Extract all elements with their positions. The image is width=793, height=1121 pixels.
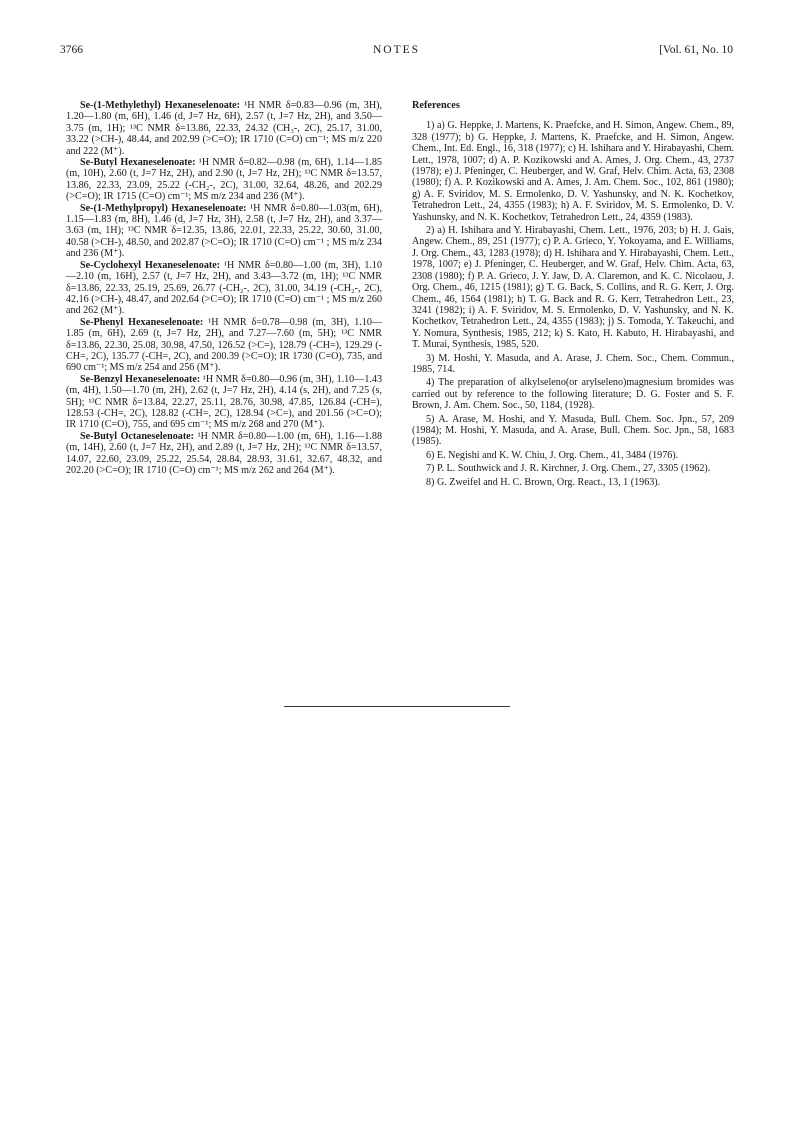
compound-entry [66, 260, 382, 317]
reference-item [412, 225, 734, 350]
reference-number: 7) [426, 463, 435, 475]
compound-spectral-data: ¹H NMR δ=0.80—1.00 (m, 3H), 1.10—2.10 (m, 16H), 2.57 (t, J=7 Hz, 2H), and 3.43—3.72 (m, 1H); ¹³C NMR δ=13.86, 22.33, 25.19, 25.69, 26.77 (-CH₂-, 2C), 31.00, 34.19 (-CH₂-, 2C), 42.16 (>CH-), 48.47, and 202.64 (>C=O); IR 1710 (C=O) cm⁻¹ ; MS m/z 260 and 262 (M⁺). [66, 259, 383, 317]
reference-number: 3) [426, 352, 435, 364]
compound-spectral-data: ¹H NMR δ=0.80—1.03(m, 6H), 1.15—1.83 (m, 8H), 1.46 (d, J=7 Hz, 3H), 2.58 (t, J=7 Hz, 2H), and 3.37—3.63 (m, 1H); ¹³C NMR δ=12.35, 13.86, 22.01, 22.33, 25.22, 30.60, 31.00, 40.58 (>CH-), 48.50, and 202.87 (>C=O); IR 1710 (C=O) cm⁻¹ ; MS m/z 234 and 236 (M⁺). [66, 202, 382, 260]
reference-text: a) H. Ishihara and Y. Hirabayashi, Chem. Lett., 1976, 203; b) H. J. Gais, Angew. Chem., 89, 251 (1977); c) P. A. Grieco, Y. Yokoyama, and E. Williams, J. Org. Chem., 43, 1283 (1978); d) H. Ishihara and Y. Hirabayashi, Chem. Lett., 1978, 1007; e) J. Pfeninger, C. Heuberger, and W. Graf, Helv. Chim. Acta, 63, 2308 (1980); f) P. A. Grieco, J. Y. Jaw, D. A. Claremon, and K. C. Nicolaou, J. Org. Chem., 46, 1215 (1981); g) T. G. Back, S. Collins, and R. G. Kerr, J. Org. Chem., 46, 1564 (1981); h) T. G. Back and R. G. Kerr, Tetrahedron Lett., 23, 3241 (1982); i) A. F. Sviridov, M. S. Ermolenko, D. V. Yashunsky, and N. K. Kochetkov, Tetrahedron Lett., 24, 4355 (1983); j) S. Tomoda, Y. Takeuchi, and Y. Nomura, Synthesis, 1985, 212; k) S. Kato, H. Kabuto, H. Hirabayashi, and T. Murai, Synthesis, 1985, 520. [412, 225, 734, 351]
compound-name: Se-(1-Methylethyl) Hexaneselenoate: [80, 100, 241, 111]
compound-spectral-data: ¹H NMR δ=0.78—0.98 (m, 3H), 1.10—1.85 (m, 6H), 2.69 (t, J=7 Hz, 2H), and 7.27—7.60 (m, 5H); ¹³C NMR δ=13.86, 22.30, 25.08, 30.98, 47.50, 126.52 (>C=), 128.79 (-CH=), 129.29 (-CH=, 2C), 135.77 (-CH=, 2C), and 200.39 (>C=O); IR 1730 (C=O), 735, and 690 cm⁻¹; MS m/z 254 and 256 (M⁺). [66, 316, 383, 374]
compound-spectral-data: ¹H NMR δ=0.80—1.00 (m, 6H), 1.16—1.88 (m, 14H), 2.60 (t, J=7 Hz, 2H), and 2.89 (t, J=7 Hz, 2H); ¹³C NMR δ=13.57, 14.07, 22.60, 23.09, 25.22, 25.54, 28.84, 28.93, 31.61, 32.67, 48.32, and 202.20 (>C=O); IR 1710 (C=O) cm⁻¹; MS m/z 262 and 264 (M⁺). [66, 430, 382, 476]
running-title: NOTES [372, 44, 421, 56]
reference-item [412, 450, 734, 461]
reference-item [412, 477, 734, 488]
compound-data-column [66, 100, 382, 476]
reference-text: a) G. Heppke, J. Martens, K. Praefcke, and H. Simon, Angew. Chem., 89, 328 (1977); b) G. Heppke, J. Martens, K. Praefcke, and H. Simon, Angew. Chem., Int. Ed. Engl., 16, 318 (1977); c) H. Ishihara and Y. Hirabayashi, Chem. Lett., 1978, 1007; d) A. P. Kozikowski and A. Ames, J. Org. Chem., 43, 2737 (1978); e) J. Pfeninger, C. Heuberger, and W. Graf, Helv. Chim. Acta, 63, 2308 (1980); f) A. P. Kozikowski and A. Ames, J. Am. Chem. Soc., 102, 861 (1980); g) A. F. Sviridov, M. S. Ermolenko, D. V. Yashunsky, and N. K. Kochetkov, Tetrahedron Lett., 24, 4355 (1983); h) A. F. Sviridov, M. S. Ermolenko, D. V. Yashunsky, and N. K. Kochetkov, Tetrahedron Lett., 24, 4359 (1983). [412, 120, 735, 223]
reference-text: P. L. Southwick and J. R. Kirchner, J. Org. Chem., 27, 3305 (1962). [436, 463, 711, 475]
compound-entry [66, 317, 382, 374]
reference-number: 5) [426, 413, 435, 425]
reference-number: 4) [426, 377, 435, 389]
compound-entry [66, 157, 382, 203]
reference-number: 8) [426, 476, 435, 488]
reference-text: The preparation of alkylseleno(or arylseleno)magnesium bromides was carried out by reference to the following literature; D. G. Foster and S. F. Brown, J. Am. Chem. Soc., 50, 1184, (1928). [412, 377, 734, 412]
references-heading: References [412, 100, 460, 111]
compound-spectral-data: ¹H NMR δ=0.82—0.98 (m, 6H), 1.14—1.85 (m, 10H), 2.60 (t, J=7 Hz, 2H), and 2.90 (t, J=7 Hz, 2H); ¹³C NMR δ=13.57, 13.86, 22.33, 23.09, 25.22 (-CH₂-, 2C), 31.00, 32.64, 48.26, and 202.29 (>C=O); IR 1715 (C=O) cm⁻¹; MS m/z 234 and 236 (M⁺). [66, 157, 382, 203]
compound-name: Se-Butyl Octaneselenoate: [80, 430, 195, 442]
reference-text: A. Arase, M. Hoshi, and Y. Masuda, Bull. Chem. Soc. Jpn., 57, 209 (1984); M. Hoshi, Y. Masuda, and A. Arase, Bull. Chem. Soc. Jpn., 58, 1683 (1985). [412, 413, 735, 448]
compound-name: Se-Benzyl Hexaneselenoate: [80, 373, 201, 385]
reference-text: G. Zweifel and H. C. Brown, Org. React., 13, 1 (1963). [436, 476, 661, 488]
compound-name: Se-Cyclohexyl Hexaneselenoate: [80, 259, 221, 271]
reference-item [412, 353, 734, 376]
compound-name: Se-Phenyl Hexaneselenoate: [80, 316, 204, 328]
reference-text: E. Negishi and K. W. Chiu, J. Org. Chem., 41, 3484 (1976). [436, 449, 679, 461]
reference-item [412, 414, 734, 448]
reference-item [412, 463, 734, 474]
page-number: 3766 [60, 44, 83, 56]
compound-spectral-data: ¹H NMR δ=0.80—0.96 (m, 3H), 1.10—1.43 (m, 4H), 1.50—1.70 (m, 2H), 2.62 (t, J=7 Hz, 2H), 4.14 (s, 2H), and 7.25 (s, 5H); ¹³C NMR δ=13.84, 22.27, 25.11, 28.76, 30.98, 47.85, 126.84 (-CH=), 128.53 (-CH=, 2C), 128.82 (-CH=, 2C), 128.94 (>C=), and 201.56 (>C=O); IR 1710 (C=O), 755, and 695 cm⁻¹; MS m/z 268 and 270 (M⁺). [66, 373, 382, 431]
reference-item [412, 377, 734, 411]
compound-entry [66, 100, 382, 157]
reference-item [412, 120, 734, 223]
volume-info: [Vol. 61, No. 10 [659, 44, 733, 56]
compound-name: Se-Butyl Hexaneselenoate: [80, 157, 196, 169]
running-header [60, 44, 733, 60]
section-divider [284, 706, 510, 707]
reference-number: 2) [426, 225, 435, 237]
compound-spectral-data: ¹H NMR δ=0.83—0.96 (m, 3H), 1.20—1.80 (m, 6H), 1.46 (d, J=7 Hz, 6H), 2.57 (t, J=7 Hz, 2H), and 3.50—3.75 (m, 1H); ¹³C NMR δ=13.86, 22.33, 24.32 (CH₃-, 2C), 25.17, 31.00, 33.22 (>CH-), 48.44, and 202.99 (>C=O); IR 1710 (C=O) cm⁻¹; MS m/z 220 and 222 (M⁺). [66, 100, 382, 157]
reference-text: M. Hoshi, Y. Masuda, and A. Arase, J. Chem. Soc., Chem. Commun., 1985, 714. [412, 352, 734, 375]
compound-name: Se-(1-Methylpropyl) Hexaneselenoate: [80, 202, 247, 214]
reference-number: 1) [426, 120, 435, 132]
reference-number: 6) [426, 449, 435, 461]
compound-entry [66, 374, 382, 431]
references-column [412, 100, 734, 490]
compound-entry [66, 431, 382, 477]
compound-entry [66, 203, 382, 260]
